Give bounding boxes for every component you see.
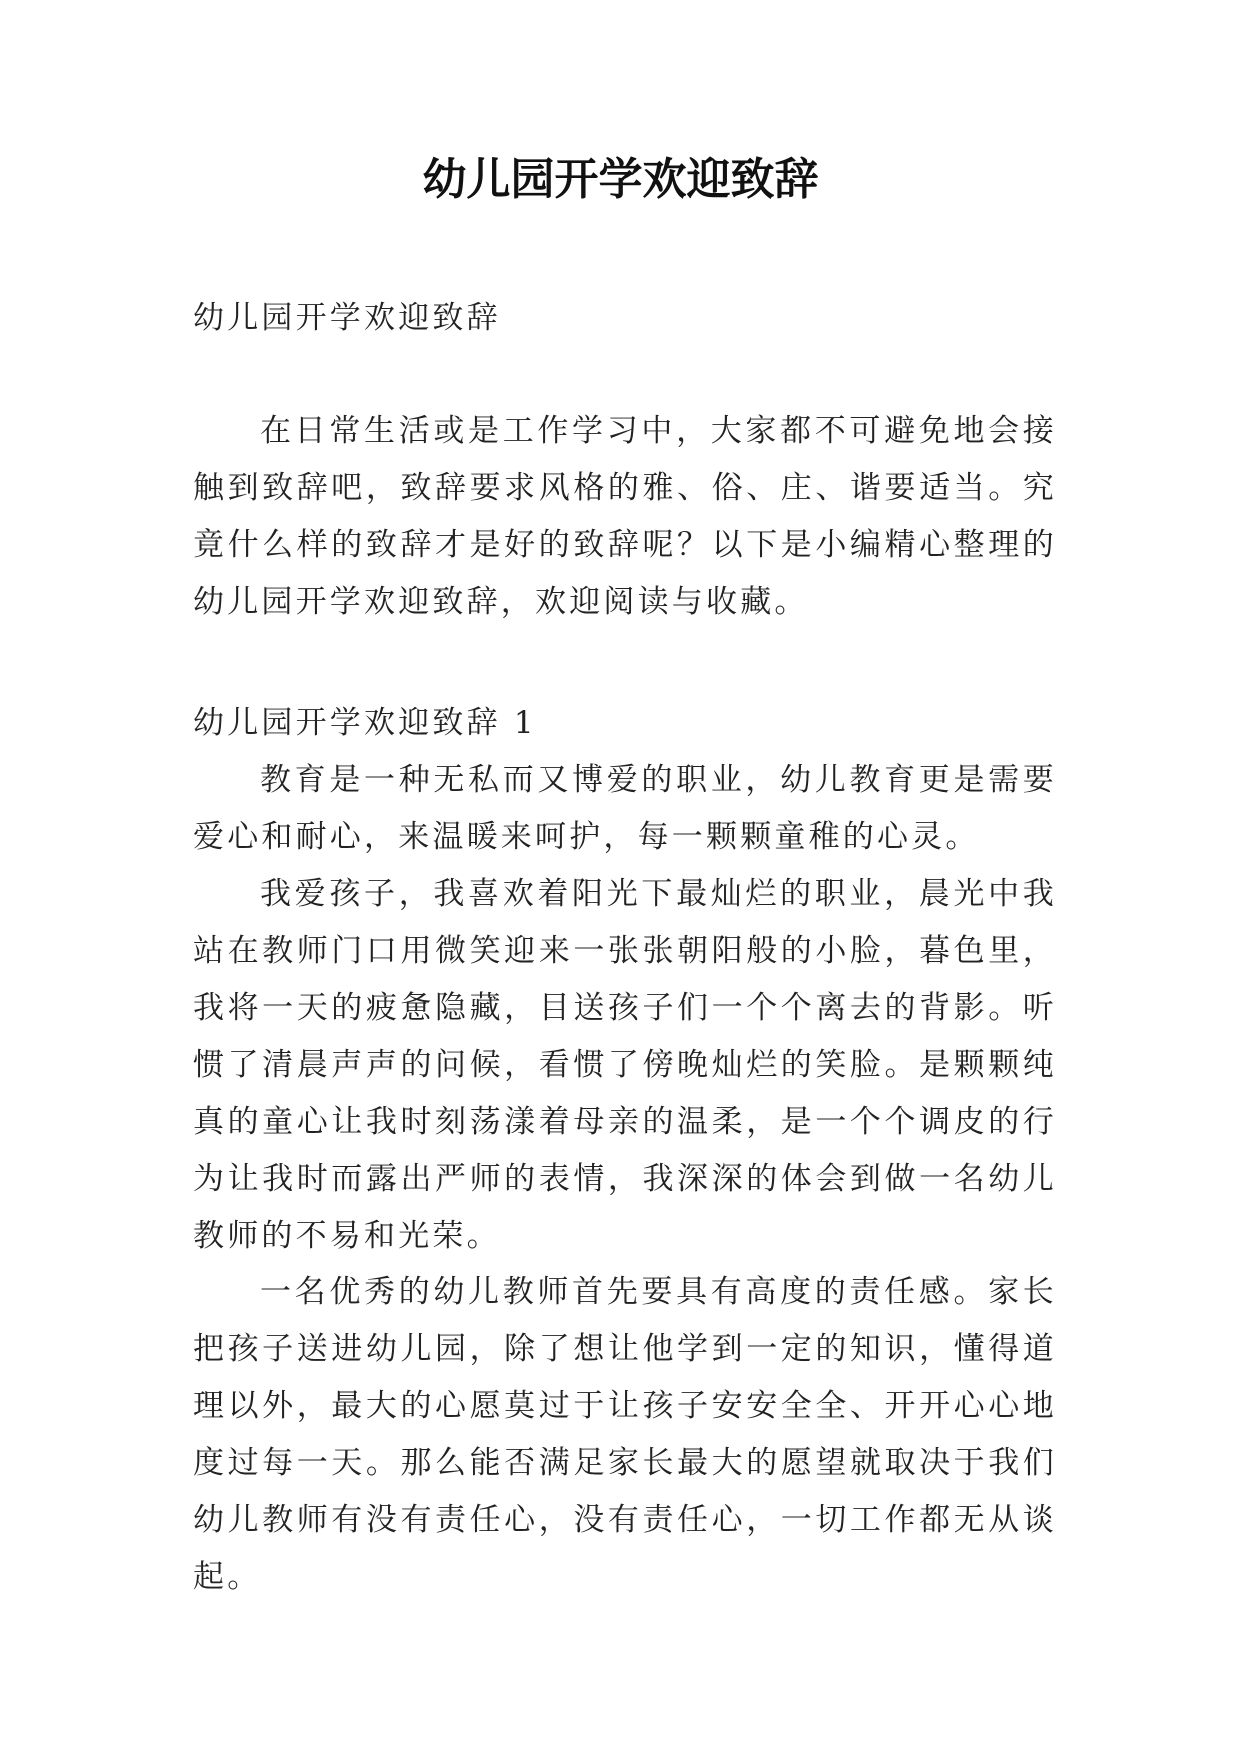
body-paragraph: 一名优秀的幼儿教师首先要具有高度的责任感。家长把孩子送进幼儿园，除了想让他学到一定的知识，懂得道理以外，最大的心愿莫过于让孩子安安全全、开开心心地度过每一天。那么能否满足家长最大的愿望就取决于我们幼儿教师有没有责任心，没有责任心，一切工作都无从谈起。: [193, 1274, 1057, 1595]
document-subtitle: 幼儿园开学欢迎致辞: [193, 300, 501, 336]
document-title: 幼儿园开学欢迎致辞: [422, 154, 819, 205]
intro-paragraph: 在日常生活或是工作学习中，大家都不可避免地会接触到致辞吧，致辞要求风格的雅、俗、庄、谐要适当。究竟什么样的致辞才是好的致辞呢？以下是小编精心整理的幼儿园开学欢迎致辞，欢迎阅读与收藏。: [193, 413, 1057, 620]
body-paragraph: 教育是一种无私而又博爱的职业，幼儿教育更是需要爱心和耐心，来温暖来呵护，每一颗颗童稚的心灵。: [193, 762, 1057, 855]
body-paragraph: 我爱孩子，我喜欢着阳光下最灿烂的职业，晨光中我站在教师门口用微笑迎来一张张朝阳般的小脸，暮色里，我将一天的疲惫隐藏，目送孩子们一个个离去的背影。听惯了清晨声声的问候，看惯了傍晚灿烂的笑脸。是颗颗纯真的童心让我时刻荡漾着母亲的温柔，是一个个调皮的行为让我时而露出严师的表情，我深深的体会到做一名幼儿教师的不易和光荣。: [193, 876, 1057, 1254]
section-heading: 幼儿园开学欢迎致辞 1: [193, 705, 537, 741]
